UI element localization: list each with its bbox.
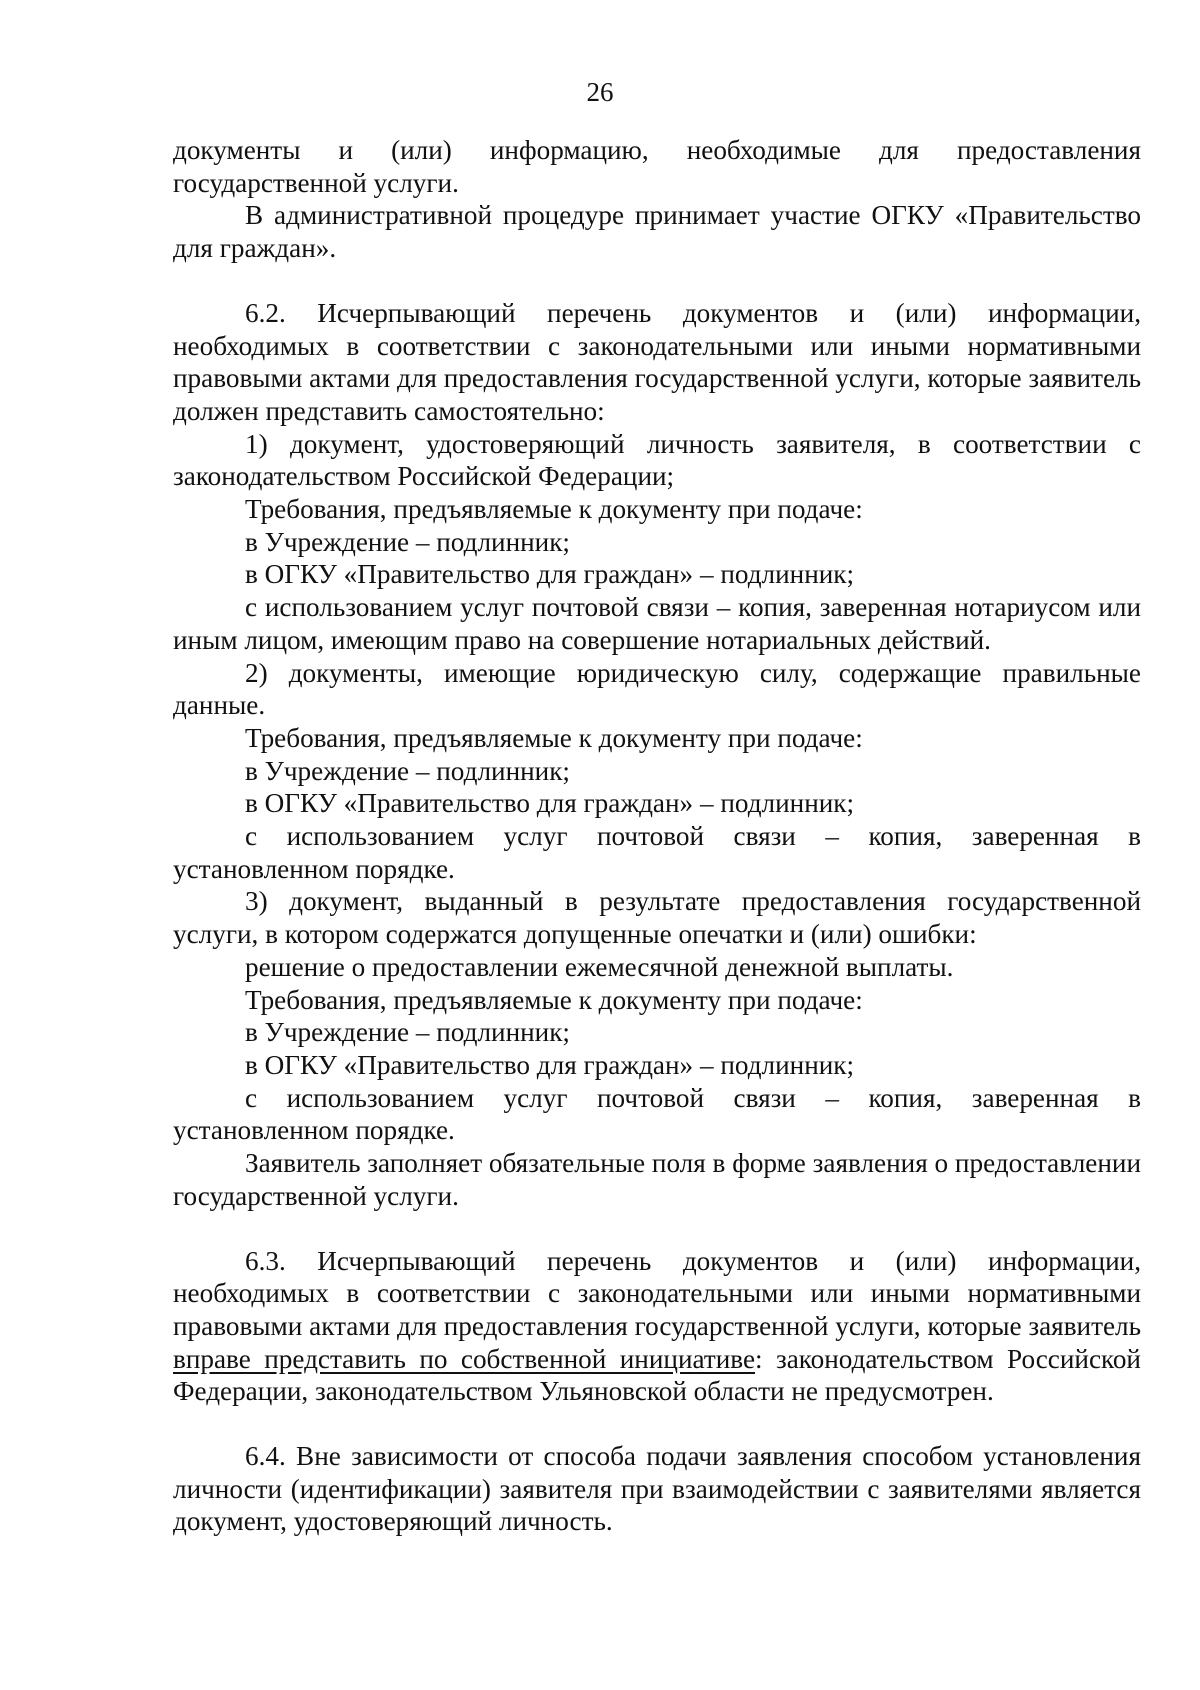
section-gap <box>173 1408 1141 1440</box>
requirements-heading-3: Требования, предъявляемые к документу при подаче: <box>245 984 863 1015</box>
applicant-form-note: Заявитель заполняет обязательные поля в форме заявления о предоставлении государственной услуги. <box>173 1148 1141 1211</box>
requirement-1-ogku: в ОГКУ «Правительство для граждан» – подлинник; <box>245 559 855 590</box>
document-body <box>173 134 1141 1538</box>
requirement-3-institution: в Учреждение – подлинник; <box>245 1017 570 1048</box>
item-2: 2) документы, имеющие юридическую силу, содержащие правильные данные. <box>173 657 1141 721</box>
item-1: 1) документ, удостоверяющий личность заявителя, в соответствии с законодательством Российской Федерации; <box>173 428 1141 492</box>
item-3-document: решение о предоставлении ежемесячной денежной выплаты. <box>245 951 954 982</box>
section-gap <box>173 265 1141 297</box>
requirement-2-post: с использованием услуг почтовой связи – копия, заверенная в установленном порядке. <box>173 821 1141 884</box>
section-6-3-text-start: 6.3. Исчерпывающий перечень документов и (или) информации, необходимых в соответствии с законодательными или иными нормативными правовыми актами для предоставления государственной услуги, которые заявитель <box>173 1245 1141 1341</box>
requirements-heading-2: Требования, предъявляемые к документу при подаче: <box>245 722 863 753</box>
section-6-2-intro: 6.2. Исчерпывающий перечень документов и (или) информации, необходимых в соответствии с законодательными или иными нормативными правовыми актами для предоставления государственной услуги, которые заявитель должен представить самостоятельно: <box>173 297 1141 426</box>
requirement-1-post: с использованием услуг почтовой связи – копия, заверенная нотариусом или иным лицом, имеющим право на совершение нотариальных действий. <box>173 592 1141 655</box>
section-6-4: 6.4. Вне зависимости от способа подачи заявления способом установления личности (идентификации) заявителя при взаимодействии с заявителями является документ, удостоверяющий личность. <box>173 1441 1141 1537</box>
section-6-3-underlined: вправе представить по собственной инициативе <box>173 1343 756 1374</box>
section-gap <box>173 1213 1141 1245</box>
requirement-2-ogku: в ОГКУ «Правительство для граждан» – подлинник; <box>245 788 855 819</box>
requirements-heading-1: Требования, предъявляемые к документу при подаче: <box>245 494 863 525</box>
requirement-3-post: с использованием услуг почтовой связи – копия, заверенная в установленном порядке. <box>173 1082 1141 1146</box>
requirement-2-institution: в Учреждение – подлинник; <box>245 755 570 786</box>
requirement-1-institution: в Учреждение – подлинник; <box>245 526 570 557</box>
paragraph-continuation: документы и (или) информацию, необходимые для предоставления государственной услуги. <box>173 135 1141 198</box>
page-number: 26 <box>586 77 614 107</box>
paragraph-procedure-participant: В административной процедуре принимает участие ОГКУ «Правительство для граждан». <box>173 200 1141 264</box>
requirement-3-ogku: в ОГКУ «Правительство для граждан» – подлинник; <box>245 1049 855 1080</box>
section-6-3-text-end: : законодательством Российской Федерации, законодательством Ульяновской области не предусмотрен. <box>173 1343 1141 1407</box>
section-6-3 <box>173 1245 1141 1409</box>
item-3: 3) документ, выданный в результате предоставления государственной услуги, в котором содержатся допущенные опечатки и (или) ошибки: <box>173 886 1141 950</box>
